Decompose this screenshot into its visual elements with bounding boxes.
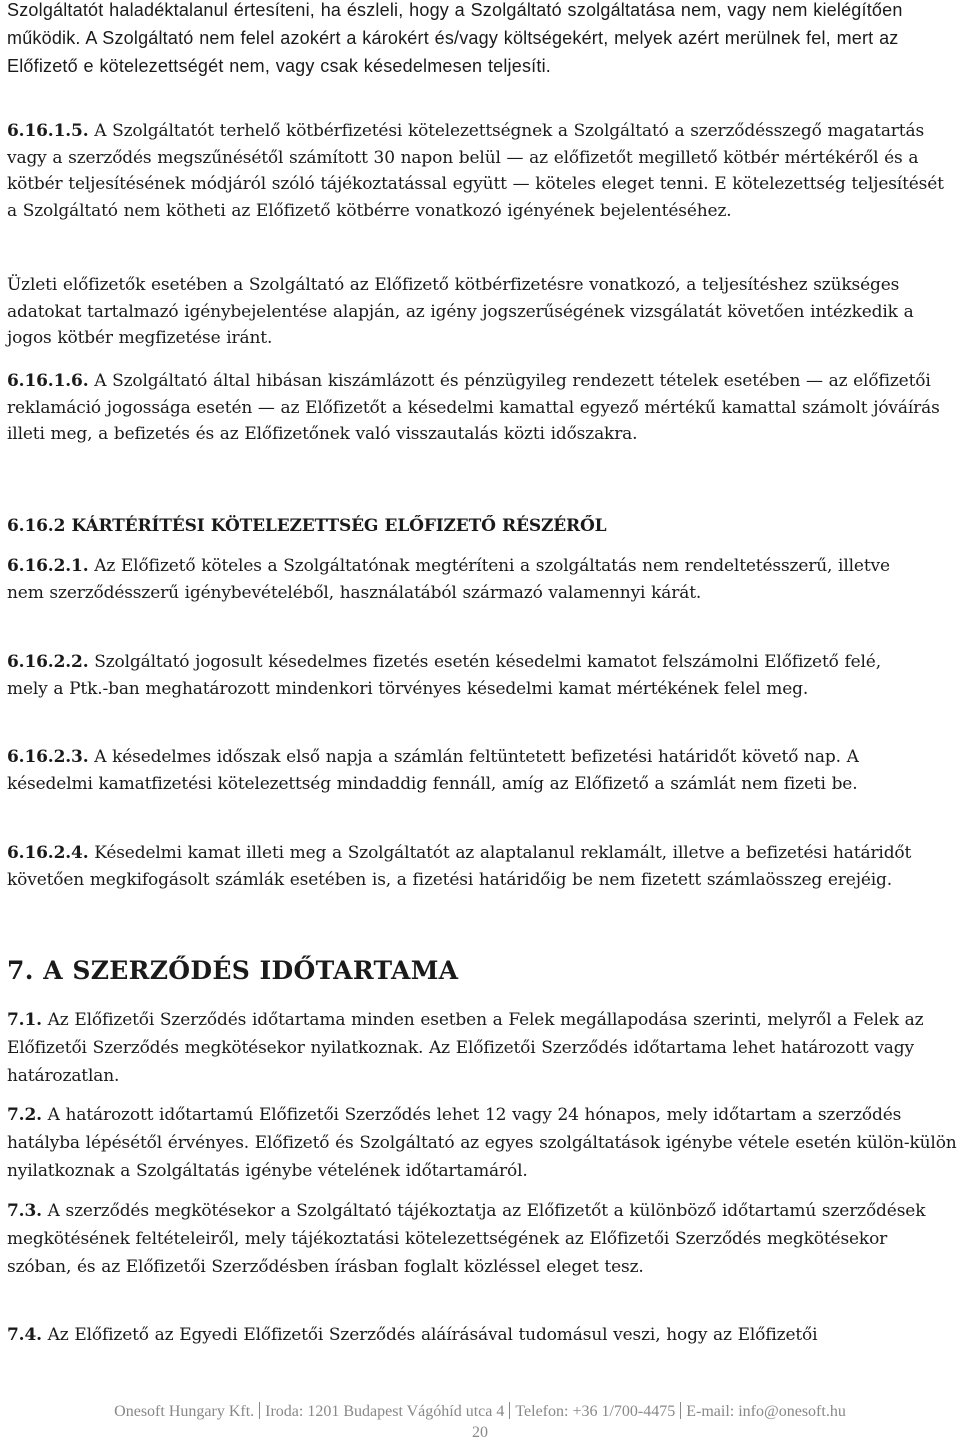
heading-6-16-2: 6.16.2 KÁRTÉRÍTÉSI KÖTELEZETTSÉG ELŐFIZETŐ RÉSZÉRŐL xyxy=(7,516,607,536)
section-text: Szolgáltató jogosult késedelmes fizetés esetén késedelmi kamatot felszámolni Előfizető felé, mely a Ptk.-ban meghatározott mindenkori törvényes késedelmi kamat mértékének felel meg. xyxy=(7,652,881,699)
intro-paragraph xyxy=(7,0,943,80)
section-text: A késedelmes időszak első napja a számlán feltüntetett befizetési határidőt követő nap. A késedelmi kamatfizetési kötelezettség mindaddig fennáll, amíg az Előfizető a számlát nem fizeti be. xyxy=(7,747,859,794)
footer-separator xyxy=(509,1402,510,1419)
paragraph-6-16-1-6 xyxy=(7,368,957,448)
heading-7: 7. A SZERZŐDÉS IDŐTARTAMA xyxy=(7,956,459,985)
paragraph-business xyxy=(7,272,957,352)
paragraph-6-16-2-3 xyxy=(7,744,947,798)
intro-text: Szolgáltatót haladéktalanul értesíteni, ha észleli, hogy a Szolgáltató szolgáltatása nem, vagy nem kielégítően működik. A Szolgáltató nem felel azokért a károkért és/vagy költségekért, melyek azért merülnek fel, mert az Előfizető e kötelezettségét nem, vagy csak késedelmesen teljesíti. xyxy=(7,0,903,76)
section-text: A határozott időtartamú Előfizetői Szerződés lehet 12 vagy 24 hónapos, mely időtartam a szerződés hatályba lépésétől érvényes. Előfizető és Szolgáltató az egyes szolgáltatások igénybe vétele esetén külön-külön nyilatkoznak a Szolgáltatás igénybe vételének időtartamáról. xyxy=(7,1105,957,1181)
section-text: A Szolgáltató által hibásan kiszámlázott és pénzügyileg rendezett tételek esetében — az előfizetői reklamáció jogossága esetén — az Előfizetőt a késedelmi kamattal egyező mértékű kamattal számolt jóváírás illeti meg, a befizetés és az Előfizetőnek való visszautalás közti időszakra. xyxy=(7,371,940,445)
section-number: 7.1. xyxy=(7,1010,42,1030)
footer-company: Onesoft Hungary Kft. xyxy=(114,1403,255,1420)
section-text: Késedelmi kamat illeti meg a Szolgáltatót az alaptalanul reklamált, illetve a befizetési határidőt követően megkifogásolt számlák esetében is, a fizetési határidőig be nem fizetett számlaösszeg erejéig. xyxy=(7,843,912,890)
section-number: 6.16.2.3. xyxy=(7,747,89,767)
paragraph-6-16-2-1 xyxy=(7,553,907,607)
section-number: 6.16.2.4. xyxy=(7,843,89,863)
paragraph-7-3 xyxy=(7,1197,957,1281)
section-text: A Szolgáltatót terhelő kötbérfizetési kötelezettségnek a Szolgáltató a szerződésszegő magatartás vagy a szerződés megszűnésétől számított 30 napon belül — az előfizetőt megillető kötbér mértékéről és a kötbér teljesítésének módjáról szóló tájékoztatással együtt — köteles eleget tenni. E kötelezettség teljesítését a Szolgáltató nem kötheti az Előfizető kötbérre vonatkozó igényének bejelentéséhez. xyxy=(7,121,944,222)
section-number: 7.3. xyxy=(7,1201,42,1221)
page-footer xyxy=(0,1402,960,1421)
section-number: 6.16.2.1. xyxy=(7,556,89,576)
paragraph-6-16-1-5 xyxy=(7,118,957,225)
footer-separator xyxy=(680,1402,681,1419)
section-number: 6.16.1.6. xyxy=(7,371,89,391)
paragraph-7-2 xyxy=(7,1101,957,1185)
section-number: 6.16.2.2. xyxy=(7,652,89,672)
section-text: Az Előfizető az Egyedi Előfizetői Szerződés aláírásával tudomásul veszi, hogy az Előfizetői xyxy=(41,1325,818,1345)
footer-email: E-mail: info@onesoft.hu xyxy=(686,1403,846,1420)
section-number: 7.2. xyxy=(7,1105,42,1125)
footer-separator xyxy=(259,1402,260,1419)
paragraph-6-16-2-4 xyxy=(7,840,957,894)
business-text: Üzleti előfizetők esetében a Szolgáltató az Előfizető kötbérfizetésre vonatkozó, a teljesítéshez szükséges adatokat tartalmazó igénybejelentése alapján, az igény jogszerűségének vizsgálatát követően intézkedik a jogos kötbér megfizetése iránt. xyxy=(7,275,914,349)
section-text: Az Előfizető köteles a Szolgáltatónak megtéríteni a szolgáltatás nem rendeltetésszerű, illetve nem szerződésszerű igénybevételéből, használatából származó valamennyi kárát. xyxy=(7,556,890,603)
section-number: 7.4. xyxy=(7,1325,42,1345)
section-text: Az Előfizetői Szerződés időtartama minden esetben a Felek megállapodása szerinti, melyről a Felek az Előfizetői Szerződés megkötésekor nyilatkoznak. Az Előfizetői Szerződés időtartama lehet határozott vagy határozatlan. xyxy=(7,1010,924,1086)
paragraph-7-1 xyxy=(7,1006,947,1090)
paragraph-6-16-2-2 xyxy=(7,649,907,703)
footer-office: Iroda: 1201 Budapest Vágóhíd utca 4 xyxy=(265,1403,505,1420)
footer-phone: Telefon: +36 1/700-4475 xyxy=(515,1403,676,1420)
section-text: A szerződés megkötésekor a Szolgáltató tájékoztatja az Előfizetőt a különböző időtartamú szerződések megkötésének feltételeiről, mely tájékoztatási kötelezettségének az Előfizetői Szerződés megkötésekor szóban, és az Előfizetői Szerződésben írásban foglalt közléssel eleget tesz. xyxy=(7,1201,926,1277)
paragraph-7-4 xyxy=(7,1321,957,1349)
page-number: 20 xyxy=(472,1424,488,1441)
section-number: 6.16.1.5. xyxy=(7,121,89,141)
